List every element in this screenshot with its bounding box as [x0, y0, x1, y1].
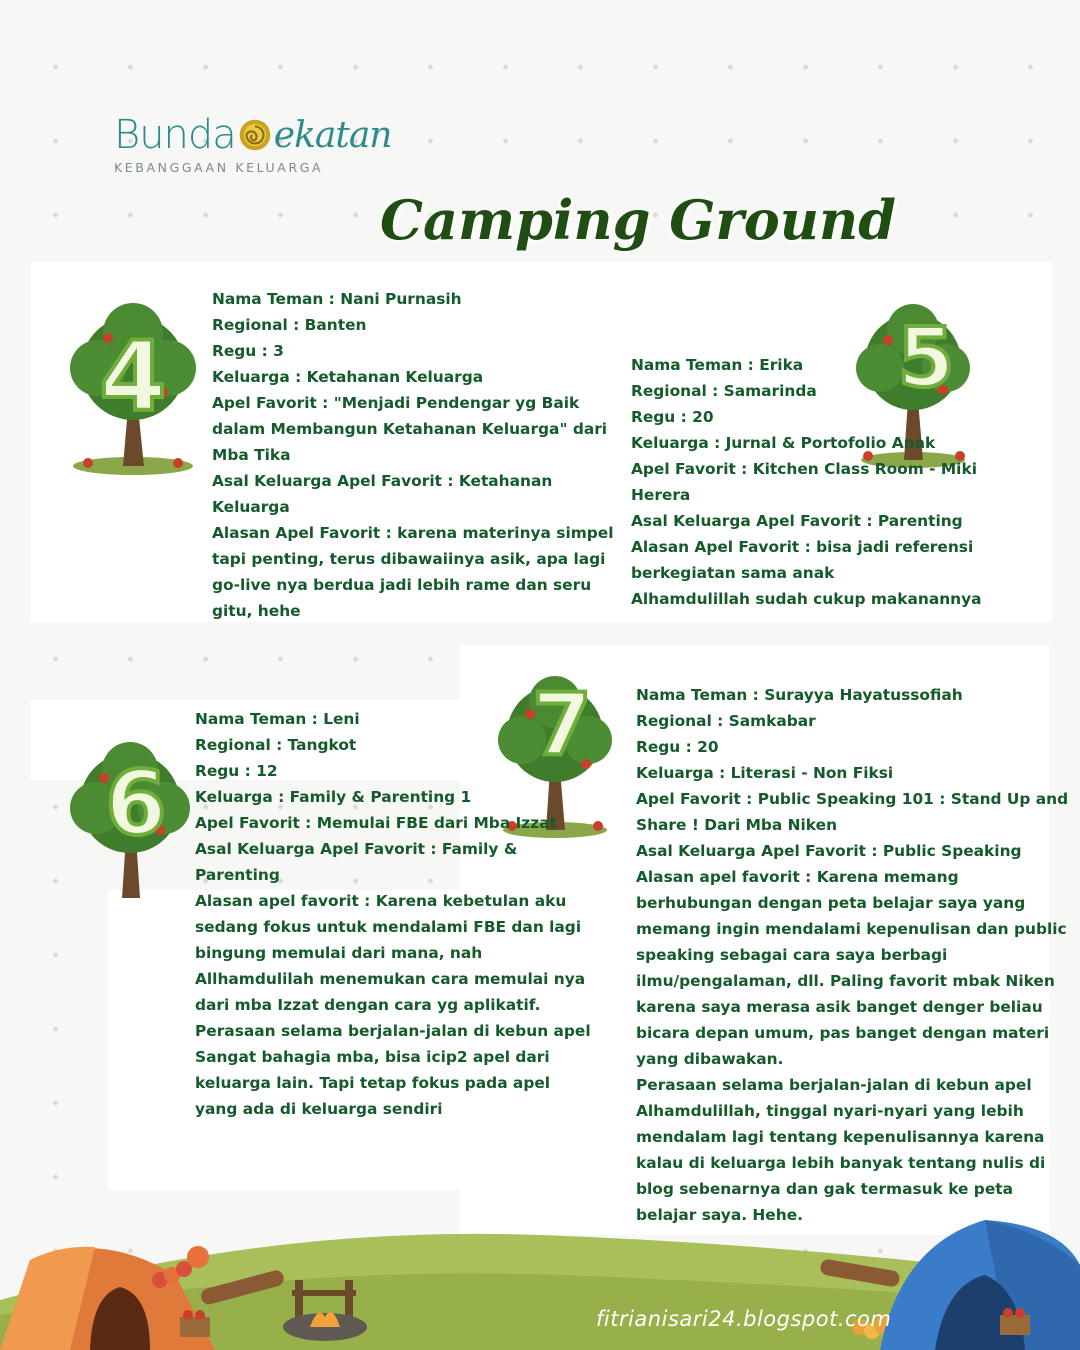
entry-line: go-live nya berdua jadi lebih rame dan seru [212, 576, 592, 594]
entry-4 [212, 286, 614, 624]
entry-line: Nama Teman : Surayya Hayatussofiah [636, 686, 963, 704]
entry-line: Regu : 20 [631, 408, 714, 426]
entry-line: Allhamdulilah menemukan cara memulai nya [195, 970, 586, 988]
entry-line: keluarga lain. Tapi tetap fokus pada apel [195, 1074, 551, 1092]
entry-line: Asal Keluarga Apel Favorit : Public Speaking [636, 842, 1022, 860]
entry-line: Alasan Apel Favorit : karena materinya simpel [212, 524, 614, 542]
entry-line: memang ingin mendalami kepenulisan dan public [636, 920, 1067, 938]
logo-text-bunda: Bunda [114, 112, 236, 158]
entry-5 [631, 352, 982, 612]
entry-line: Perasaan selama berjalan-jalan di kebun apel [195, 1022, 591, 1040]
page-title: Camping Ground [380, 188, 897, 252]
entry-6 [195, 706, 591, 1122]
entry-line: Alasan Apel Favorit : bisa jadi referensi [631, 538, 974, 556]
tree-number-4: 4 [99, 321, 167, 433]
entry-line: blog sebenarnya dan gak termasuk ke peta [636, 1180, 1014, 1198]
entry-line: berhubungan dengan peta belajar saya yang [636, 894, 1026, 912]
entry-7 [636, 682, 1068, 1228]
entry-line: kalau di keluarga lebih banyak tentang nulis di [636, 1154, 1046, 1172]
entry-line: berkegiatan sama anak [631, 564, 835, 582]
entry-line: gitu, hehe [212, 602, 301, 620]
entry-line: tapi penting, terus dibawaiinya asik, apa lagi [212, 550, 606, 568]
entry-line: Alhamdulillah sudah cukup makanannya [631, 590, 982, 608]
entry-line: Asal Keluarga Apel Favorit : Ketahanan [212, 472, 553, 490]
entry-line: bicara depan umum, pas banget dengan materi [636, 1024, 1050, 1042]
entry-line: Alasan apel favorit : Karena kebetulan aku [195, 892, 567, 910]
camping-scene [0, 1205, 1080, 1350]
tree-icon-6 [60, 738, 200, 898]
entry-line: Keluarga : Jurnal & Portofolio Anak [631, 434, 936, 452]
logo-text-sekatan: ekatan [273, 114, 392, 156]
entry-line: Keluarga [212, 498, 290, 516]
entry-line: belajar saya. Hehe. [636, 1206, 803, 1224]
brand-logo [114, 112, 392, 175]
tree-number-5: 5 [897, 311, 955, 406]
entry-line: Regional : Samkabar [636, 712, 816, 730]
entry-line: Alhamdulillah, tinggal nyari-nyari yang lebih [636, 1102, 1024, 1120]
entry-line: Nama Teman : Nani Purnasih [212, 290, 462, 308]
entry-line: speaking sebagai cara saya berbagi [636, 946, 948, 964]
entry-line: Share ! Dari Mba Niken [636, 816, 838, 834]
entry-line: Nama Teman : Leni [195, 710, 360, 728]
entry-line: Perasaan selama berjalan-jalan di kebun apel [636, 1076, 1032, 1094]
entry-line: yang dibawakan. [636, 1050, 784, 1068]
tree-icon-4 [58, 298, 208, 478]
entry-line: Parenting [195, 866, 280, 884]
entry-line: Apel Favorit : Kitchen Class Room - Miki [631, 460, 977, 478]
entry-line: Mba Tika [212, 446, 291, 464]
entry-line: mendalam lagi tentang kepenulisannya karena [636, 1128, 1045, 1146]
entry-line: sedang fokus untuk mendalami FBE dan lagi [195, 918, 582, 936]
logo-swirl-icon [238, 118, 272, 152]
entry-line: Regional : Samarinda [631, 382, 817, 400]
entry-line: Keluarga : Literasi - Non Fiksi [636, 764, 894, 782]
entry-line: Apel Favorit : "Menjadi Pendengar yg Baik [212, 394, 580, 412]
entry-line: dalam Membangun Ketahanan Keluarga" dari [212, 420, 608, 438]
entry-line: Asal Keluarga Apel Favorit : Family & [195, 840, 518, 858]
tree-number-6: 6 [105, 752, 167, 855]
entry-line: dari mba Izzat dengan cara yg aplikatif. [195, 996, 541, 1014]
entry-line: karena saya merasa asik banget denger beliau [636, 998, 1043, 1016]
entry-line: Regu : 20 [636, 738, 719, 756]
blog-url[interactable]: fitrianisari24.blogspot.com [596, 1307, 892, 1331]
tree-number-7: 7 [532, 675, 592, 775]
blue-tent-icon [880, 1220, 1080, 1350]
entry-line: ilmu/pengalaman, dll. Paling favorit mbak Niken [636, 972, 1055, 990]
entry-line: Herera [631, 486, 691, 504]
entry-line: Keluarga : Ketahanan Keluarga [212, 368, 484, 386]
entry-line: Apel Favorit : Memulai FBE dari Mba Izzat [195, 814, 557, 832]
logo-tagline: KEBANGGAAN KELUARGA [114, 160, 324, 175]
entry-line: Regu : 3 [212, 342, 284, 360]
entry-line: Nama Teman : Erika [631, 356, 804, 374]
entry-line: Regional : Banten [212, 316, 367, 334]
entry-line: yang ada di keluarga sendiri [195, 1100, 443, 1118]
entry-line: Regional : Tangkot [195, 736, 357, 754]
entry-line: Keluarga : Family & Parenting 1 [195, 788, 472, 806]
entry-line: Sangat bahagia mba, bisa icip2 apel dari [195, 1048, 550, 1066]
entry-line: Apel Favorit : Public Speaking 101 : Stand Up and [636, 790, 1069, 808]
entry-line: Alasan apel favorit : Karena memang [636, 868, 959, 886]
entry-line: Regu : 12 [195, 762, 278, 780]
entry-line: Asal Keluarga Apel Favorit : Parenting [631, 512, 963, 530]
entry-line: bingung memulai dari mana, nah [195, 944, 483, 962]
